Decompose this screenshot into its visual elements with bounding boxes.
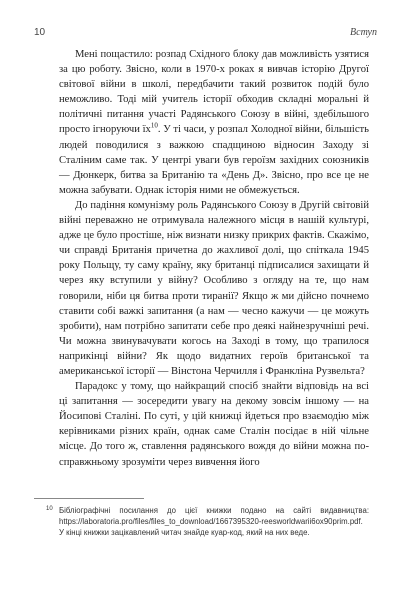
running-header xyxy=(34,27,377,41)
body-text xyxy=(59,47,369,470)
paragraph-2: До падіння комунізму роль Радянського Союзу в Другій світовій війні переважно не отримувала належного місця в нашій культурі, адже це було простіше, ніж визнати низку прикрих фактів. Скажімо, чи справді Британія причетна до жахливої долі, що спіткала 1945 року Польщу, ту саму країну, яку британці підписалися захищати й через яку вступили у війну? Особливо з огляду на те, що нам говорили, ніби ця битва проти тиранії? Якщо ж ми дійсно почнемо ставити собі важкі запитання (а нам — чесно кажучи — це можуть зробити), нам потрібно запитати себе про деякі найнезручніші речі. Чи можна звинувачувати когось на Заході в тому, що трапилося наприкінці війни? Як щодо видатних героїв британської та американської історії — Вінстона Черчилля і Франкліна Рузвельта? xyxy=(59,199,369,377)
footnote-reference[interactable]: 10 xyxy=(150,121,158,130)
paragraph-1-text-after: . У ті часи, у розпал Холодної війни, більшість людей поводилися з важкою спадщиною відносин Заходу зі Сталіним саме так. У центрі уваги був героїзм західних союзників — Дюнкерк, битва за Британію та «День Д». Звісно, про все це не можна забувати. Однак історія ними не обмежується. xyxy=(59,124,369,196)
footnote-divider xyxy=(34,498,144,499)
section-title: Вступ xyxy=(350,27,377,38)
paragraph-1 xyxy=(59,47,369,198)
footnote-text: Бібліографічні посилання до цієї книжки подано на сайті видавництва: https://laboratoria.pro/files/files_to_download/1667395320-reesworldwarii6ox90prim.pdf. У кінці книжки зацікавлений читач знайде куар-код, який на них веде. xyxy=(59,506,369,537)
page-number: 10 xyxy=(34,27,46,38)
paragraph-1-text-before: Мені пощастило: розпад Східного блоку дав можливість узятися за цю роботу. Звісно, коли в 1970-х роках я вивчав історію Другої світової війни в школі, передбачити такий розвиток подій було неможливо. Тоді мій учитель історії обходив складні моральні й політичні питання участі Радянського Союзу в війні, здебільшого просто ігноруючи їх xyxy=(59,49,369,136)
footnote-mark: 10 xyxy=(46,506,53,512)
footnote xyxy=(46,505,369,538)
paragraph-3: Парадокс у тому, що найкращий спосіб знайти відповідь на всі ці запитання — зосередити увагу на декому зовсім іншому — на Йосипові Сталіні. По суті, у цій книжці йдеться про взаємодію між керівниками різних країн, однак саме Сталін посідає в ній чільне місце. До того ж, ставлення радянського вождя до війни можна по-справжньому зрозуміти через вивчення його xyxy=(59,381,369,468)
